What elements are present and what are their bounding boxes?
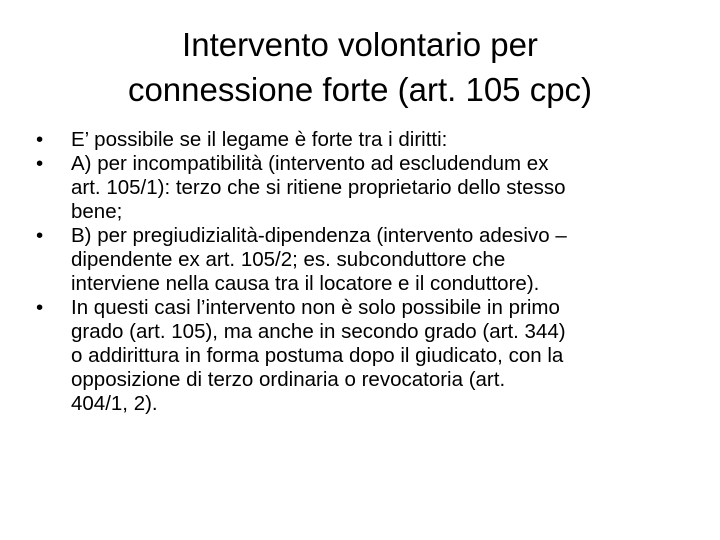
bullet-dot-icon: • bbox=[36, 152, 44, 175]
bullet-dot-icon: • bbox=[36, 224, 44, 247]
bullet-item-2 bbox=[36, 152, 696, 224]
bullet-2-line-1: A) per incompatibilità (intervento ad escludendum ex bbox=[71, 152, 549, 175]
title-line-1: Intervento volontario per bbox=[182, 26, 538, 63]
bullet-4-line-3: o addirittura in forma postuma dopo il giudicato, con la bbox=[71, 344, 564, 367]
bullet-4-line-5: 404/1, 2). bbox=[71, 392, 158, 415]
bullet-item-3 bbox=[36, 224, 696, 296]
bullet-4-line-1: In questi casi l’intervento non è solo possibile in primo bbox=[71, 296, 560, 319]
bullet-4-line-4: opposizione di terzo ordinaria o revocatoria (art. bbox=[71, 368, 506, 391]
bullet-item-4 bbox=[36, 296, 696, 416]
bullet-dot-icon: • bbox=[36, 296, 44, 319]
bullet-1-line-1: E’ possibile se il legame è forte tra i diritti: bbox=[71, 128, 448, 151]
bullet-3-line-3: interviene nella causa tra il locatore e il conduttore). bbox=[71, 272, 540, 295]
bullet-item-1 bbox=[36, 128, 696, 152]
slide-title bbox=[40, 22, 680, 112]
bullet-2-line-3: bene; bbox=[71, 200, 123, 223]
bullet-list bbox=[36, 128, 696, 416]
bullet-3-line-2: dipendente ex art. 105/2; es. subconduttore che bbox=[71, 248, 506, 271]
bullet-4-line-2: grado (art. 105), ma anche in secondo grado (art. 344) bbox=[71, 320, 566, 343]
title-line-2: connessione forte (art. 105 cpc) bbox=[127, 71, 593, 108]
bullet-2-line-2: art. 105/1): terzo che si ritiene proprietario dello stesso bbox=[71, 176, 566, 199]
bullet-3-line-1: B) per pregiudizialità-dipendenza (intervento adesivo – bbox=[71, 224, 567, 247]
bullet-dot-icon: • bbox=[36, 128, 44, 151]
